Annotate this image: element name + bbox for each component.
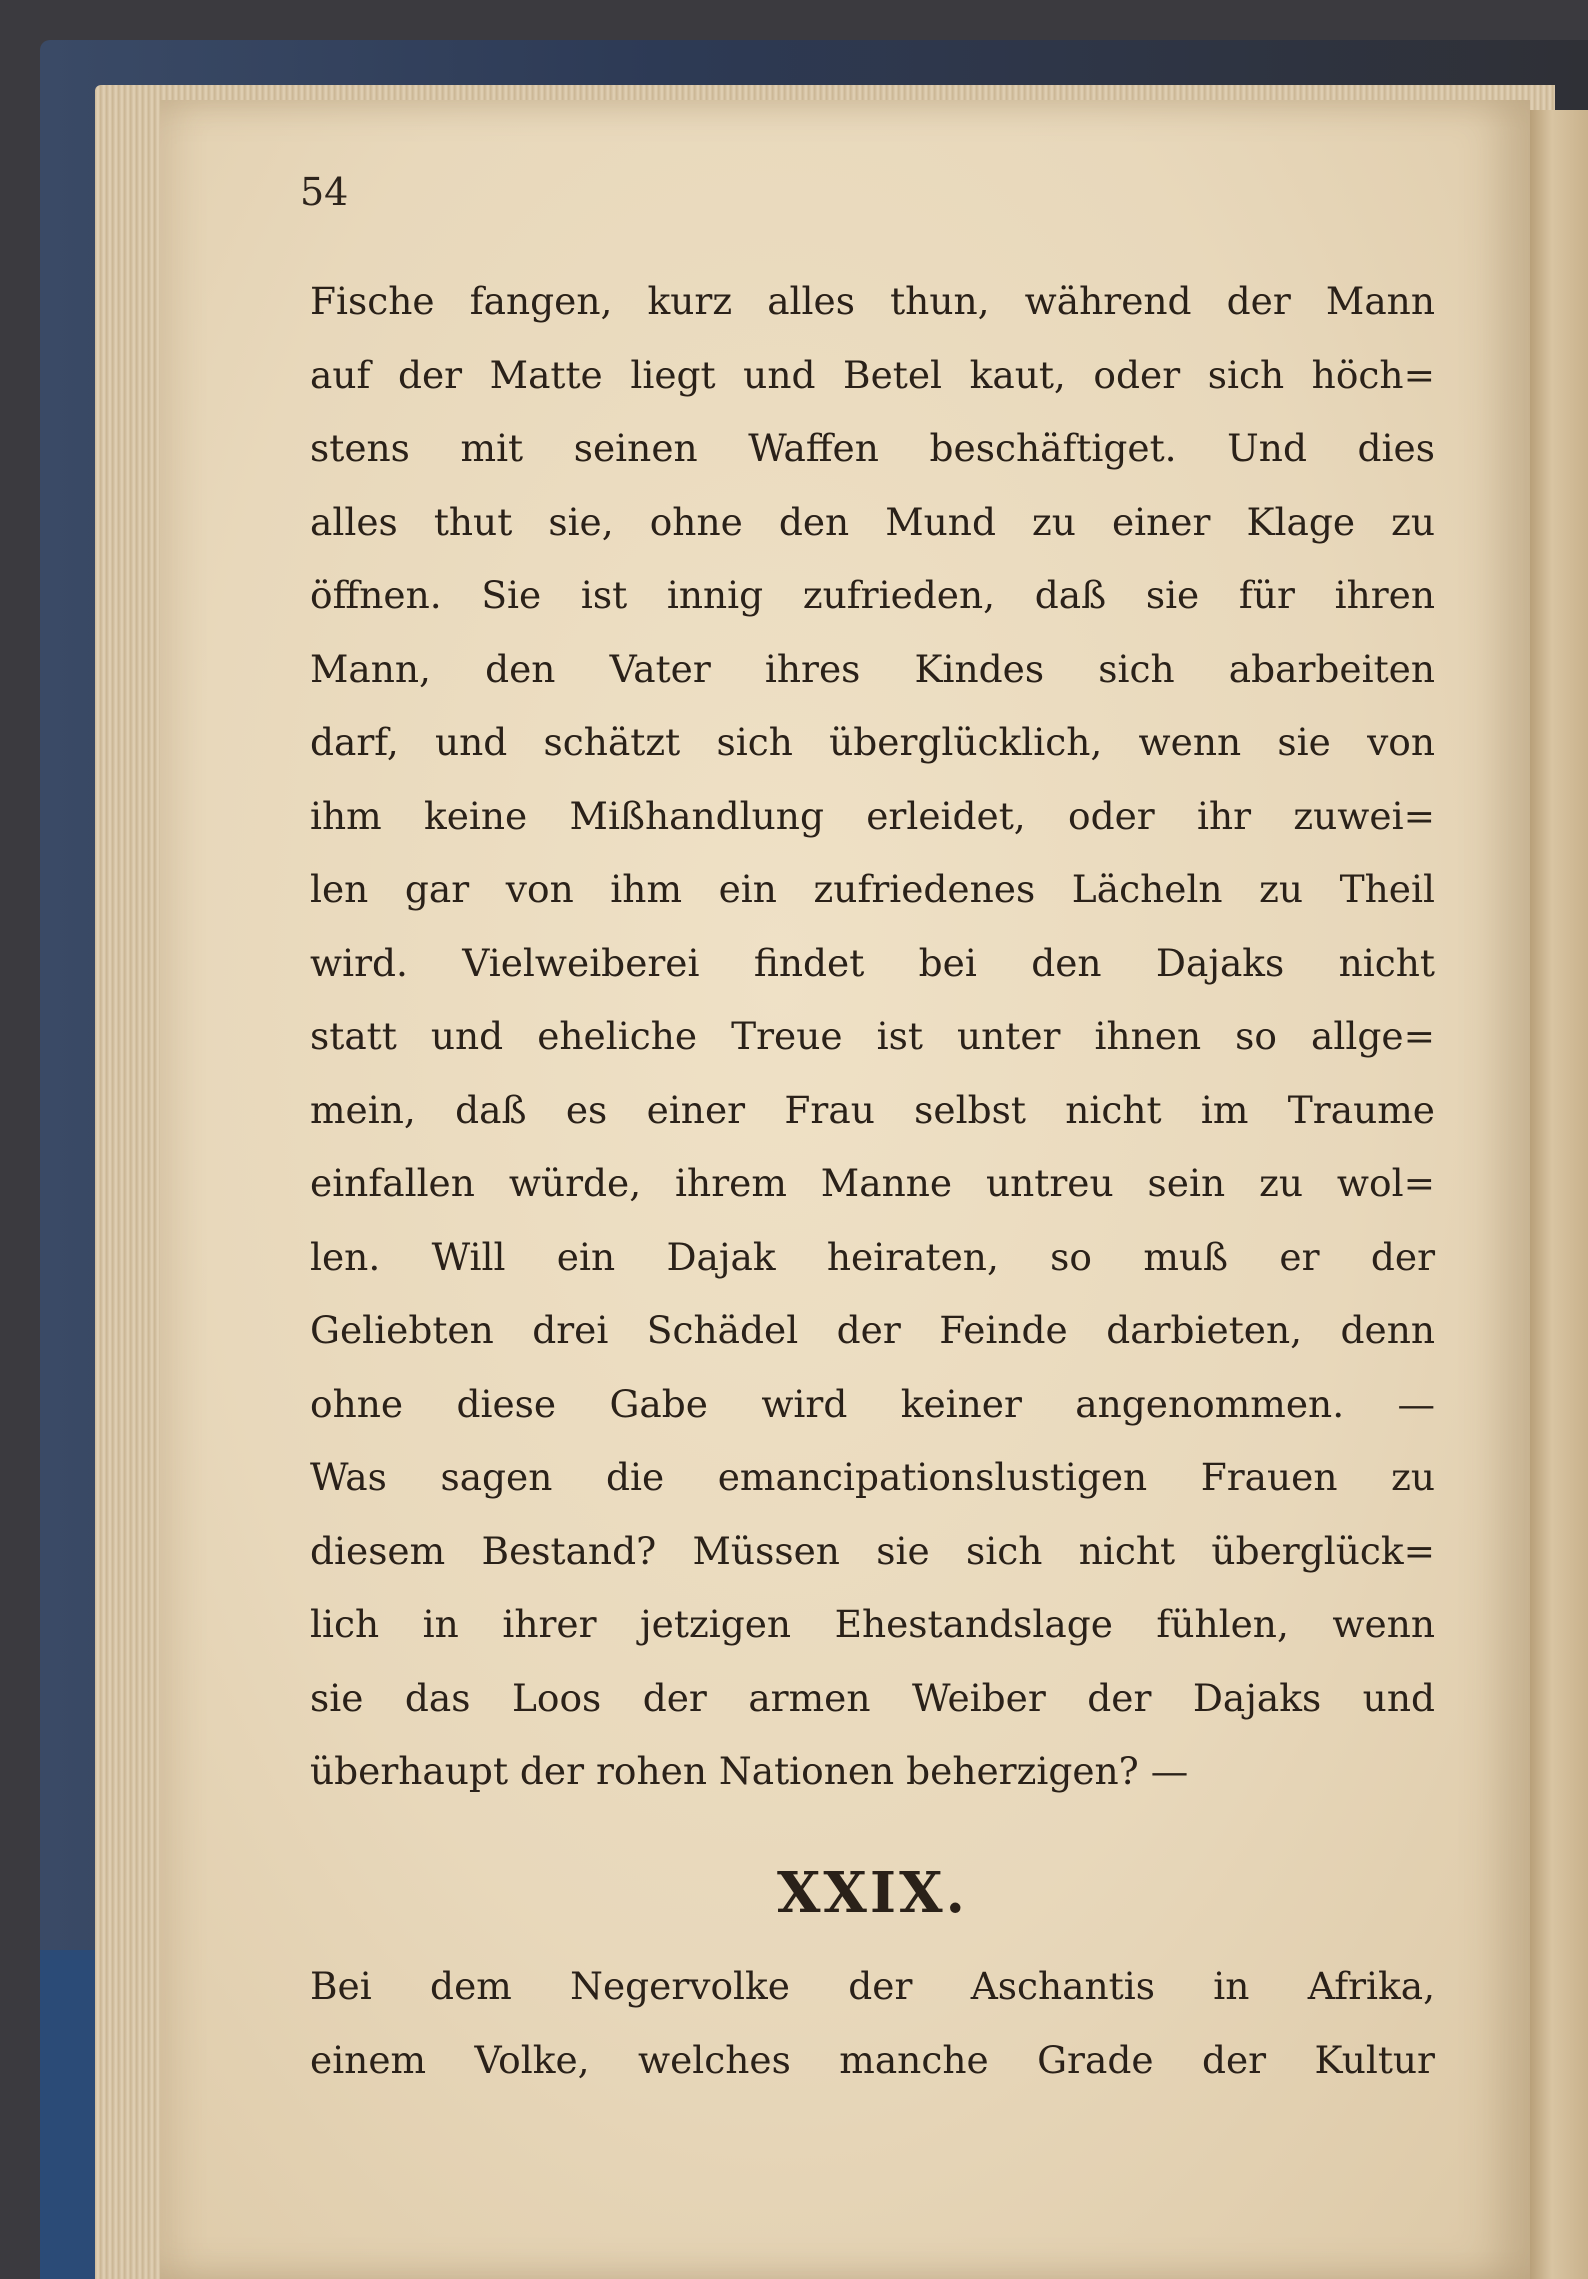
text-line: sie das Loos der armen Weiber der Dajaks und [310, 1675, 1435, 1720]
text-line: einem Volke, welches manche Grade der Kultur [310, 2037, 1435, 2082]
text-line: Mann, den Vater ihres Kindes sich abarbeiten [310, 646, 1435, 691]
text-line: ohne diese Gabe wird keiner angenommen. — [310, 1381, 1435, 1426]
section-heading: XXIX. [776, 1860, 969, 1926]
text-line: Was sagen die emancipationslustigen Frauen zu [310, 1455, 1435, 1499]
text-line: stens mit seinen Waffen beschäftiget. Und dies [310, 426, 1435, 470]
text-line: einfallen würde, ihrem Manne untreu sein zu wol= [310, 1161, 1435, 1205]
text-line: wird. Vielweiberei findet bei den Dajaks nicht [310, 940, 1435, 985]
text-line: Geliebten drei Schädel der Feinde darbieten, denn [310, 1308, 1435, 1352]
text-line: lich in ihrer jetzigen Ehestandslage fühlen, wenn [310, 1602, 1435, 1646]
text-line: öffnen. Sie ist innig zufrieden, daß sie für ihren [310, 573, 1435, 617]
text-line: mein, daß es einer Frau selbst nicht im Traume [310, 1087, 1435, 1132]
facing-page-edge [1528, 110, 1588, 2279]
text-line: ihm keine Mißhandlung erleidet, oder ihr zuwei= [310, 793, 1435, 838]
text-line: auf der Matte liegt und Betel kaut, oder sich höch= [310, 352, 1435, 397]
text-line: Bei dem Negervolke der Aschantis in Afrika, [310, 1964, 1435, 2008]
text-line: statt und eheliche Treue ist unter ihnen so allge= [310, 1014, 1435, 1058]
text-line: überhaupt der rohen Nationen beherzigen? — [310, 1749, 1189, 1793]
section-paragraph [310, 1950, 1435, 2097]
page-number: 54 [300, 170, 349, 214]
paragraph [310, 265, 1435, 1809]
text-line: darf, und schätzt sich überglücklich, wenn sie von [310, 720, 1435, 764]
text-line: Fische fangen, kurz alles thun, während der Mann [310, 279, 1435, 323]
text-line: len gar von ihm ein zufriedenes Lächeln zu Theil [310, 867, 1435, 911]
text-line: alles thut sie, ohne den Mund zu einer Klage zu [310, 499, 1435, 544]
text-line: diesem Bestand? Müssen sie sich nicht überglück= [310, 1528, 1435, 1573]
text-line: len. Will ein Dajak heiraten, so muß er der [310, 1234, 1435, 1279]
